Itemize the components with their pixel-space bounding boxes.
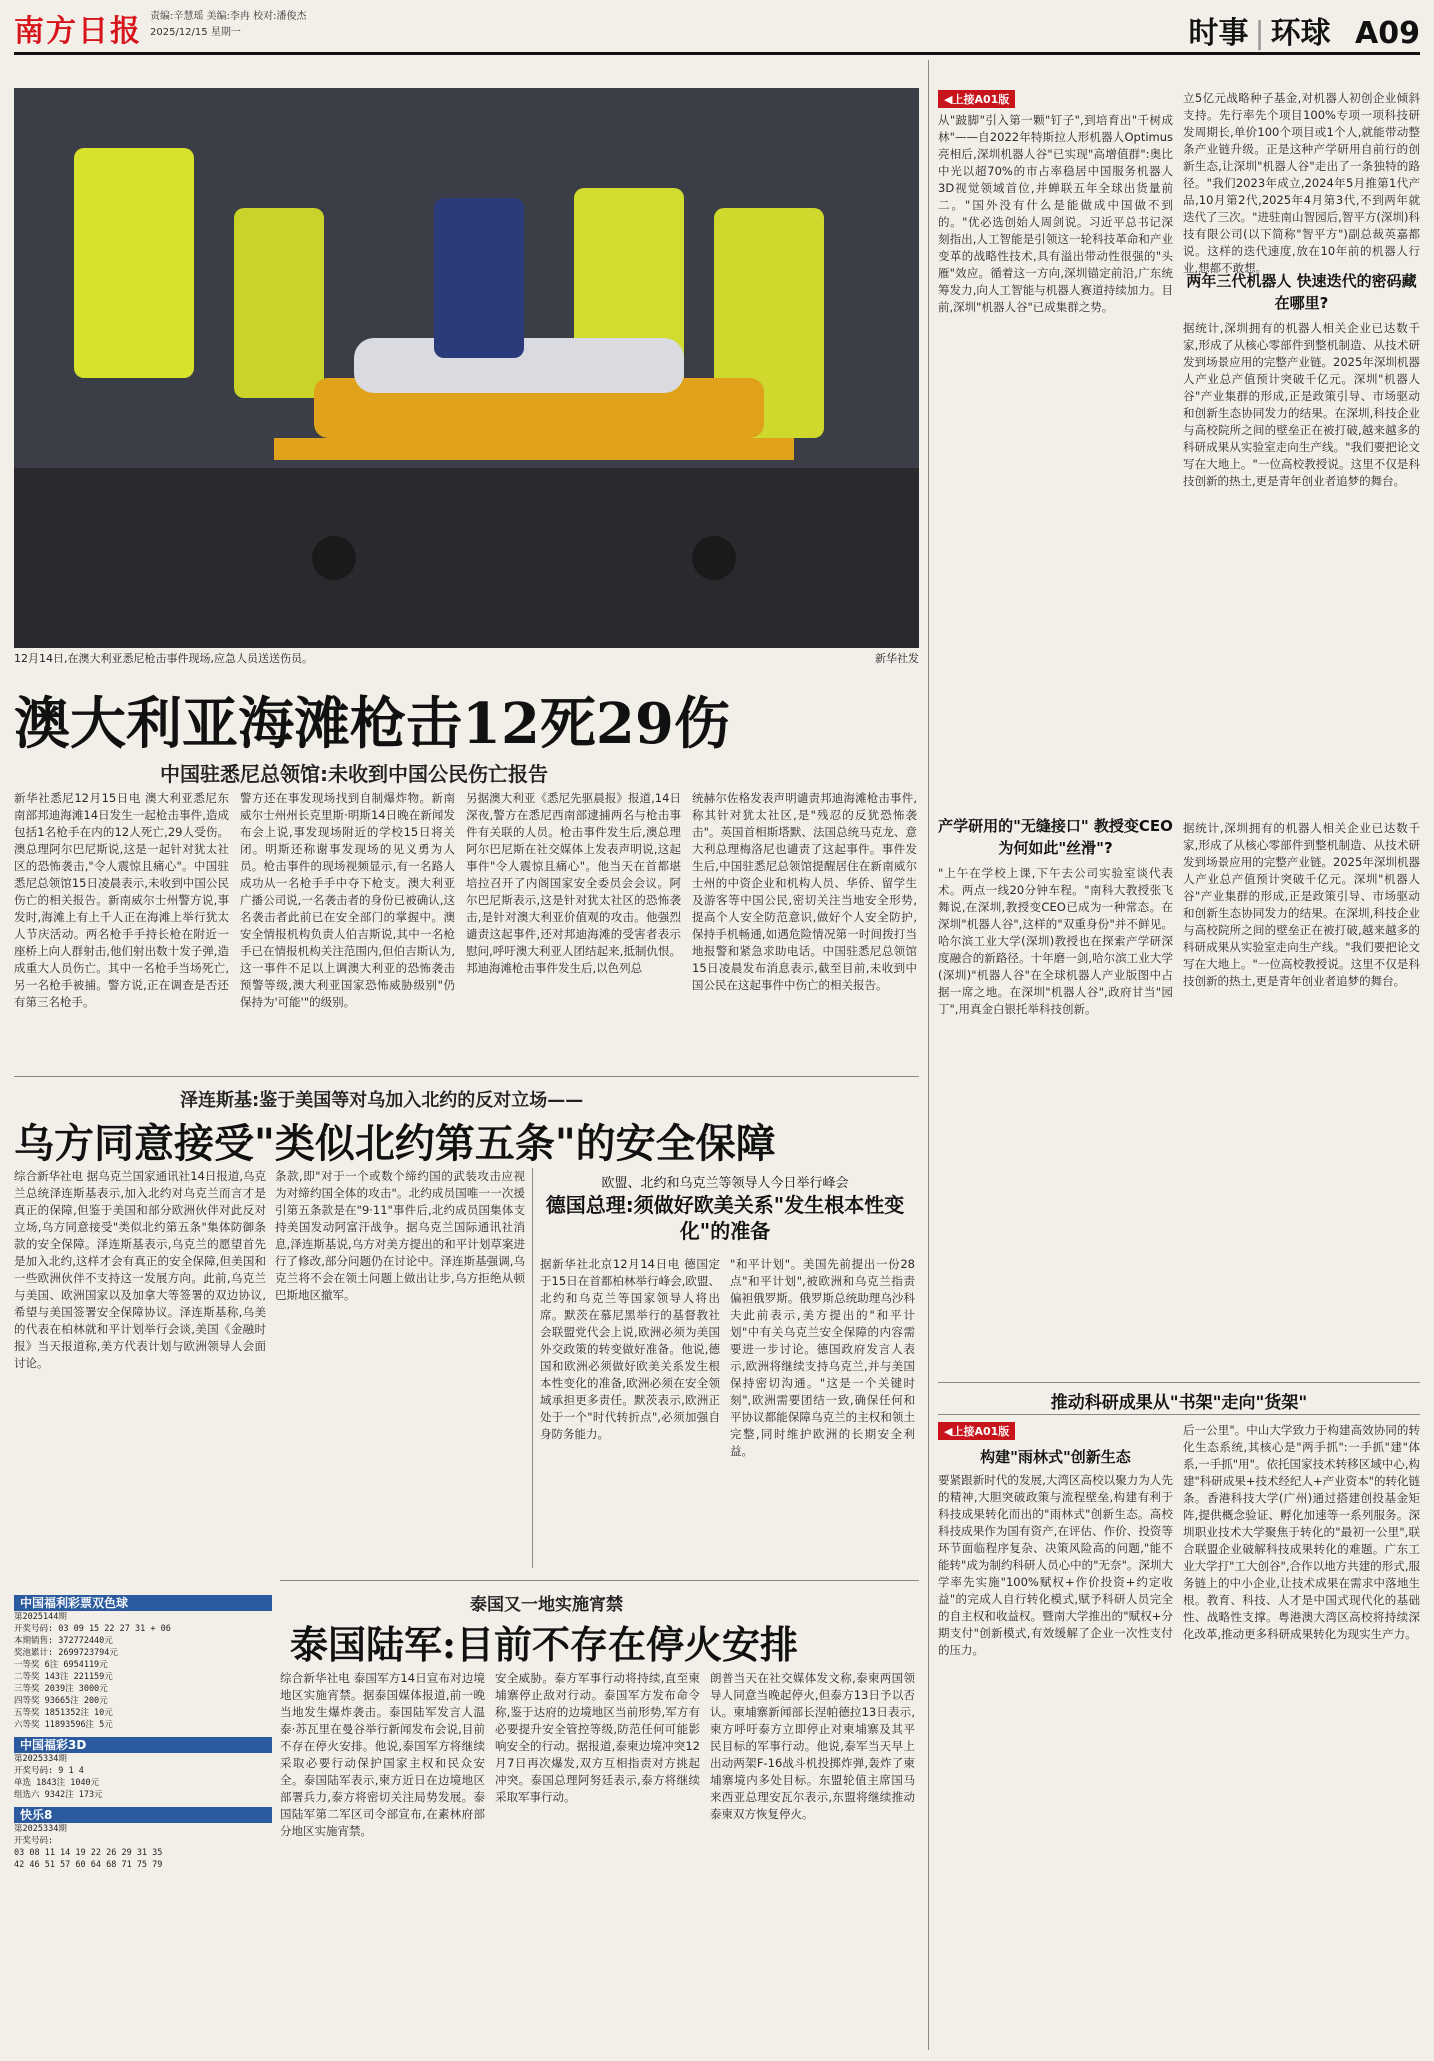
story2-col1: 综合新华社电 据乌克兰国家通讯社14日报道,乌克兰总统泽连斯基表示,加入北约对乌克兰而言才是真正的保障,但鉴于美国和部分欧洲伙伴对此反对立场,乌方同意接受"类似北约第五条"集体防御条款的安全保障。泽连斯基表示,乌克兰的愿望首先是加入北约,这样才会有真正的安全保障,但美国和一些欧洲伙伴不支持这一发展方向。此前,乌克兰与美国、欧洲国家以及加拿大等签署的双边协议,希望与美国签署安全保障协议。泽连斯基称,乌美的代表在柏林就和平计划举行会谈,美国《金融时报》当天报道称,美方代表计划与欧洲领导人会面讨论。 <box>14 1169 266 1370</box>
page-number: A09 <box>1355 16 1420 51</box>
story-divider <box>14 1076 919 1077</box>
lottery-line: 六等奖 11893596注 5元 <box>14 1720 113 1730</box>
right-col3: "上午在学校上课,下午去公司实验室谈代表术。两点一线20分钟车程。"南科大教授张飞舞说,在深圳,教授变CEO已成为一种常态。在深圳"机器人谷",这样的"双重身份"并不鲜见。哈尔滨工业大学(深圳)教授也在探索产学研深度融合的新路径。十年磨一剑,哈尔滨工业大学(深圳)"机器人谷"在全球机器人产业版图中占据一席之地。在深圳"机器人谷",政府甘当"园丁",用真金白银托举科技创新。 <box>938 866 1173 1016</box>
story2-sidebar-col2: "和平计划"。美国先前提出一份28点"和平计划",被欧洲和乌克兰指责偏袒俄罗斯。俄罗斯总统助理乌沙科夫此前表示,美方提出的"和平计划"中有关乌克兰安全保障的内容需要进一步讨论。德国政府发言人表示,欧洲将继续支持乌克兰,并与美国保持密切沟通。"这是一个关键时刻",欧洲需要团结一致,确保任何和平协议都能保障乌克兰的主权和领土完整,同时维护欧洲的长期安全利益。 <box>730 1257 915 1458</box>
caption-text: 12月14日,在澳大利亚悉尼枪击事件现场,应急人员送送伤员。 <box>14 652 313 665</box>
photo-credit: 新华社发 <box>875 652 919 665</box>
story1-subhead: 中国驻悉尼总领馆:未收到中国公民伤亡报告 <box>160 762 548 786</box>
continued-tag: ◀上接A01版 <box>938 1422 1015 1440</box>
lottery-box <box>14 1595 272 1871</box>
story2-headline: 乌方同意接受"类似北约第五条"的安全保障 <box>14 1120 776 1167</box>
right-col1: 从"跛脚"引入第一颗"钉子",到培育出"千树成林"——自2022年特斯拉人形机器人Optimus亮相后,深圳机器人谷"已实现"高增值群":奥比中光以超70%的市占率稳居中国服务机器人3D视觉领域首位,并蝉联五年全球出货量前二。"国外没有什么是能做成中国做不到的。"优必选创始人周剑说。习近平总书记深刻指出,人工智能是引领这一轮科技革命和产业变革的战略性技术,具有溢出带动性很强的"头雁"效应。循着这一方向,深圳锚定前沿,广东统筹发力,向人工智能与机器人赛道持续加力。目前,深圳"机器人谷"已成集群之势。 <box>938 113 1173 314</box>
section-divider <box>938 1382 1420 1383</box>
right-col2: 立5亿元战略种子基金,对机器人初创企业倾斜支持。先行率先个项目100%专项一项科技研发周期长,单价100个项目或1个人,就能带动整条产业链升级。正是这种产学研用自前行的创新生态,让深圳"机器人谷"走出了一条独特的路径。"我们2023年成立,2024年5月推第1代产品,10月第2代,2025年4月第3代,不到两年就迭代了三次。"进驻南山智园后,智平方(深圳)科技有限公司(以下简称"智平方")副总裁英嘉都说。这样的迭代速度,放在10年前的机器人行业,想都不敢想。 <box>1183 91 1420 275</box>
story1-headline: 澳大利亚海滩枪击12死29伤 <box>14 691 730 757</box>
right-subhead-1: 两年三代机器人 快速迭代的密码藏在哪里? <box>1186 272 1417 312</box>
lottery-line: 四等奖 93665注 200元 <box>14 1696 108 1706</box>
lottery-line: 三等奖 2039注 3000元 <box>14 1684 108 1694</box>
lottery-line: 03 08 11 14 19 22 26 29 31 35 <box>14 1848 163 1858</box>
lottery-line: 组选六 9342注 173元 <box>14 1790 103 1800</box>
story3-col1: 综合新华社电 泰国军方14日宣布对边境地区实施宵禁。据泰国媒体报道,前一晚当地发生爆炸袭击。泰国陆军发言人温泰·苏瓦里在曼谷举行新闻发布会说,目前不存在停火安排。他说,泰国军方将继续采取必要行动保护国家主权和民众安全。泰国陆军表示,柬方近日在边境地区部署兵力,泰方将密切关注局势发展。泰国陆军第二军区司令部宣布,在素林府部分地区实施宵禁。 <box>280 1671 485 1838</box>
section-label-b: 环球 <box>1270 16 1331 51</box>
story1-col4: 统赫尔佐格发表声明谴责邦迪海滩枪击事件,称其针对犹太社区,是"残忍的反犹恐怖袭击"。英国首相斯塔默、法国总统马克龙、意大利总理梅洛尼也谴责了这起事件。事件发生后,中国驻悉尼总领馆提醒居住在新南威尔士州的中资企业和机构人员、华侨、留学生及游客等中国公民,密切关注当地安全形势,提高个人安全防范意识,做好个人安全防护,保持手机畅通,如遇危险情况第一时间拨打当地报警和紧急求助电话。中国驻悉尼总领馆15日凌晨发布消息表示,截至目前,未收到中国公民在这起事件中伤亡的相关报告。 <box>692 791 917 992</box>
right-column-divider <box>928 60 929 2050</box>
right-subhead-2: 产学研用的"无缝接口" 教授变CEO为何如此"丝滑"? <box>938 817 1173 857</box>
story2-sidebar-kicker: 欧盟、北约和乌克兰等领导人今日举行峰会 <box>601 1176 849 1191</box>
lottery-line: 开奖号码: 9 1 4 <box>14 1766 84 1776</box>
story1-col2: 警方还在事发现场找到自制爆炸物。新南威尔士州州长克里斯·明斯14日晚在新闻发布会上说,事发现场附近的学校15日将关闭。明斯还称谢事发现场的见义勇为人员。枪击事件的现场视频显示,有一名路人成功从一名枪手手中夺下枪支。澳大利亚广播公司说,一名袭击者的身份已被确认,这名袭击者此前已在安全部门的掌握中。澳安全情报机构负责人伯吉斯说,其中一名枪手已在情报机构关注范围内,但伯吉斯认为,这一事件不足以上调澳大利亚的恐怖袭击预警等级,澳大利亚国家恐怖威胁级别"仍保持为'可能'"的级别。 <box>240 791 455 1009</box>
section-header: 时事 | 环球 A09 <box>1188 16 1420 51</box>
lottery-line: 开奖号码: 03 09 15 22 27 31 + 06 <box>14 1624 171 1634</box>
lottery-line: 单选 1843注 1040元 <box>14 1778 100 1788</box>
lottery-line: 第2025144期 <box>14 1612 67 1622</box>
lottery-line: 42 46 51 57 60 64 68 71 75 79 <box>14 1860 163 1870</box>
editor-credits: 责编:辛慧瑶 美编:李冉 校对:潘俊杰 <box>150 11 307 22</box>
lottery-title-kl8: 快乐8 <box>14 1807 272 1823</box>
lottery-line: 奖池累计: 2699723794元 <box>14 1648 118 1658</box>
story3-col2: 安全威胁。泰方军事行动将持续,直至柬埔寨停止敌对行动。泰国军方发布命令称,鉴于达府的边境地区当前形势,军方有必要提升安全管控等级,防范任何可能影响安全的行动。据报道,泰柬边境冲突12月7日再次爆发,双方互相指责对方挑起冲突。泰国总理阿努廷表示,泰方将继续采取军事行动。 <box>495 1671 700 1804</box>
section-label-a: 时事 <box>1188 16 1249 51</box>
photo-illustration <box>14 88 919 648</box>
section-divider <box>938 1414 1420 1415</box>
lottery-title-ssq: 中国福利彩票双色球 <box>14 1595 272 1611</box>
story3-col3: 朗普当天在社交媒体发文称,泰柬两国领导人同意当晚起停火,但泰方13日予以否认。柬埔寨新闻部长涅帕德拉13日表示,柬方呼吁泰方立即停止对柬埔寨及其平民目标的军事行动。他说,泰军当天早上出动两架F-16战斗机投掷炸弹,轰炸了柬埔寨境内多处目标。东盟轮值主席国马来西亚总理安瓦尔表示,东盟将继续推动泰柬双方恢复停火。 <box>710 1671 915 1821</box>
right-subhead-3: 构建"雨林式"创新生态 <box>980 1448 1131 1466</box>
right-col5: 要紧跟新时代的发展,大湾区高校以聚力为人先的精神,大胆突破政策与流程壁垒,构建有利于科技成果转化而出的"雨林式"创新生态。高校科技成果作为国有资产,在评估、作价、投资等环节面临程序复杂、决策风险高的问题,"能不能转"成为制约科研人员心中的"无奈"。深圳大学率先实施"100%赋权+作价投资+约定收益"的完成人自行转化模式,赋予科研人员完全的自主权和收益权。暨南大学推出的"赋权+分期支付"创新模式,有效缓解了企业一次性支付的压力。 <box>938 1473 1173 1657</box>
lottery-line: 本期销售: 372772440元 <box>14 1636 113 1646</box>
right-col6: 后一公里"。中山大学致力于构建高效协同的转化生态系统,其核心是"两手抓":一手抓"建"体系,一手抓"用"。依托国家技术转移区域中心,构建"科研成果+技术经纪人+产业资本"的转化链条。香港科技大学(广州)通过搭建创投基金矩阵,提供概念验证、孵化加速等一系列服务。深圳职业技术大学聚焦于转化的"最初一公里",联合联盟企业破解科技成果转化的难题。广东工业大学打"工大创谷",合作以地方共建的形式,服务链上的中小企业,让技术成果在需求中落地生根。教育、科技、人才是中国式现代化的基础性、战略性支撑。粤港澳大湾区高校将持续深化改革,推动更多科研成果转化为现实生产力。 <box>1183 1423 1420 1641</box>
story3-kicker: 泰国又一地实施宵禁 <box>470 1595 623 1615</box>
right-col3b: 据统计,深圳拥有的机器人相关企业已达数千家,形成了从核心零部件到整机制造、从技术研发到场景应用的完整产业链。2025年深圳机器人产业总产值预计突破千亿元。深圳"机器人谷"产业集群的形成,正是政策引导、市场驱动和创新生态协同发力的结果。在深圳,科技企业与高校院所之间的壁垒正在被打破,越来越多的科研成果从实验室走向生产线。"我们要把论文写在大地上。"一位高校教授说。这里不仅是科技创新的热土,更是青年创业者追梦的舞台。 <box>1183 821 1420 988</box>
right-section2-title: 推动科研成果从"书架"走向"货架" <box>1050 1393 1308 1413</box>
story2-col2: 条款,即"对于一个或数个缔约国的武装攻击应视为对缔约国全体的攻击"。北约成员国唯一一次援引第五条款是在"9·11"事件后,北约成员国集体支持美国发动阿富汗战争。据乌克兰国际通讯社消息,泽连斯基说,乌方对美方提出的和平计划草案进行了修改,部分问题仍在讨论中。泽连斯基强调,乌克兰将不会在领土问题上做出让步,乌方拒绝从顿巴斯地区撤军。 <box>275 1169 525 1302</box>
lottery-line: 二等奖 143注 221159元 <box>14 1672 113 1682</box>
newspaper-logo: 南方日报 <box>14 14 142 49</box>
story2-kicker: 泽连斯基:鉴于美国等对乌加入北约的反对立场—— <box>180 1090 584 1111</box>
news-photo <box>14 88 919 648</box>
continued-tag: ◀上接A01版 <box>938 90 1015 108</box>
lottery-title-3d: 中国福彩3D <box>14 1737 272 1753</box>
story2-sidebar-title: 德国总理:须做好欧美关系"发生根本性变化"的准备 <box>545 1193 905 1243</box>
lottery-line: 五等奖 1851352注 10元 <box>14 1708 113 1718</box>
story-divider <box>280 1580 919 1581</box>
story1-col3: 另据澳大利亚《悉尼先驱晨报》报道,14日深夜,警方在悉尼西南部逮捕两名与枪击事件有关联的人员。枪击事件发生后,澳总理阿尔巴尼斯在社交媒体上发表声明说,这起事件"令人震惊且痛心"。他当天在首都堪培拉召开了内阁国家安全委员会会议。阿尔巴尼斯表示,这是针对犹太社区的恐怖袭击,是针对澳大利亚价值观的攻击。他强烈谴责这起事件,还对邦迪海滩的受害者表示慰问,呼吁澳大利亚人团结起来,抵制仇恨。邦迪海滩枪击事件发生后,以色列总 <box>466 791 681 975</box>
photo-caption <box>14 650 919 666</box>
lottery-line: 开奖号码: <box>14 1836 54 1846</box>
lottery-line: 第2025334期 <box>14 1754 67 1764</box>
story1-col1: 新华社悉尼12月15日电 澳大利亚悉尼东南部邦迪海滩14日发生一起枪击事件,造成包括1名枪手在内的12人死亡,29人受伤。澳总理阿尔巴尼斯说,这是一起针对犹太社区的恐怖袭击,"令人震惊且痛心"。中国驻悉尼总领馆15日凌晨表示,未收到中国公民伤亡的相关报告。新南威尔士州警方说,事发时,海滩上有上千人正在海滩上举行犹太人节庆活动。两名枪手手持长枪在附近一座桥上向人群射击,他们射出数十发子弹,造成重大人员伤亡。其中一名枪手当场死亡,另一名枪手被捕。警方说,正在调查是否还有第三名枪手。 <box>14 791 229 1009</box>
lottery-line: 一等奖 6注 6954119元 <box>14 1660 108 1670</box>
story3-headline: 泰国陆军:目前不存在停火安排 <box>290 1622 799 1667</box>
column-divider <box>532 1168 533 1568</box>
right-col2b: 据统计,深圳拥有的机器人相关企业已达数千家,形成了从核心零部件到整机制造、从技术研发到场景应用的完整产业链。2025年深圳机器人产业总产值预计突破千亿元。深圳"机器人谷"产业集群的形成,正是政策引导、市场驱动和创新生态协同发力的结果。在深圳,科技企业与高校院所之间的壁垒正在被打破,越来越多的科研成果从实验室走向生产线。"我们要把论文写在大地上。"一位高校教授说。这里不仅是科技创新的热土,更是青年创业者追梦的舞台。 <box>1183 321 1420 488</box>
lottery-line: 第2025334期 <box>14 1824 67 1834</box>
story2-sidebar-col1: 据新华社北京12月14日电 德国定于15日在首都柏林举行峰会,欧盟、北约和乌克兰等国家领导人将出席。默茨在慕尼黑举行的基督教社会联盟党代会上说,欧洲必须为美国外交政策的转变做好准备。他说,德国和欧洲必须做好欧美关系发生根本性变化的准备,欧洲必须在安全领域承担更多责任。默茨表示,欧洲正处于一个"时代转折点",必须加强自身防务能力。 <box>540 1257 720 1441</box>
masthead-rule <box>14 52 1420 55</box>
issue-date: 2025/12/15 星期一 <box>150 27 241 38</box>
